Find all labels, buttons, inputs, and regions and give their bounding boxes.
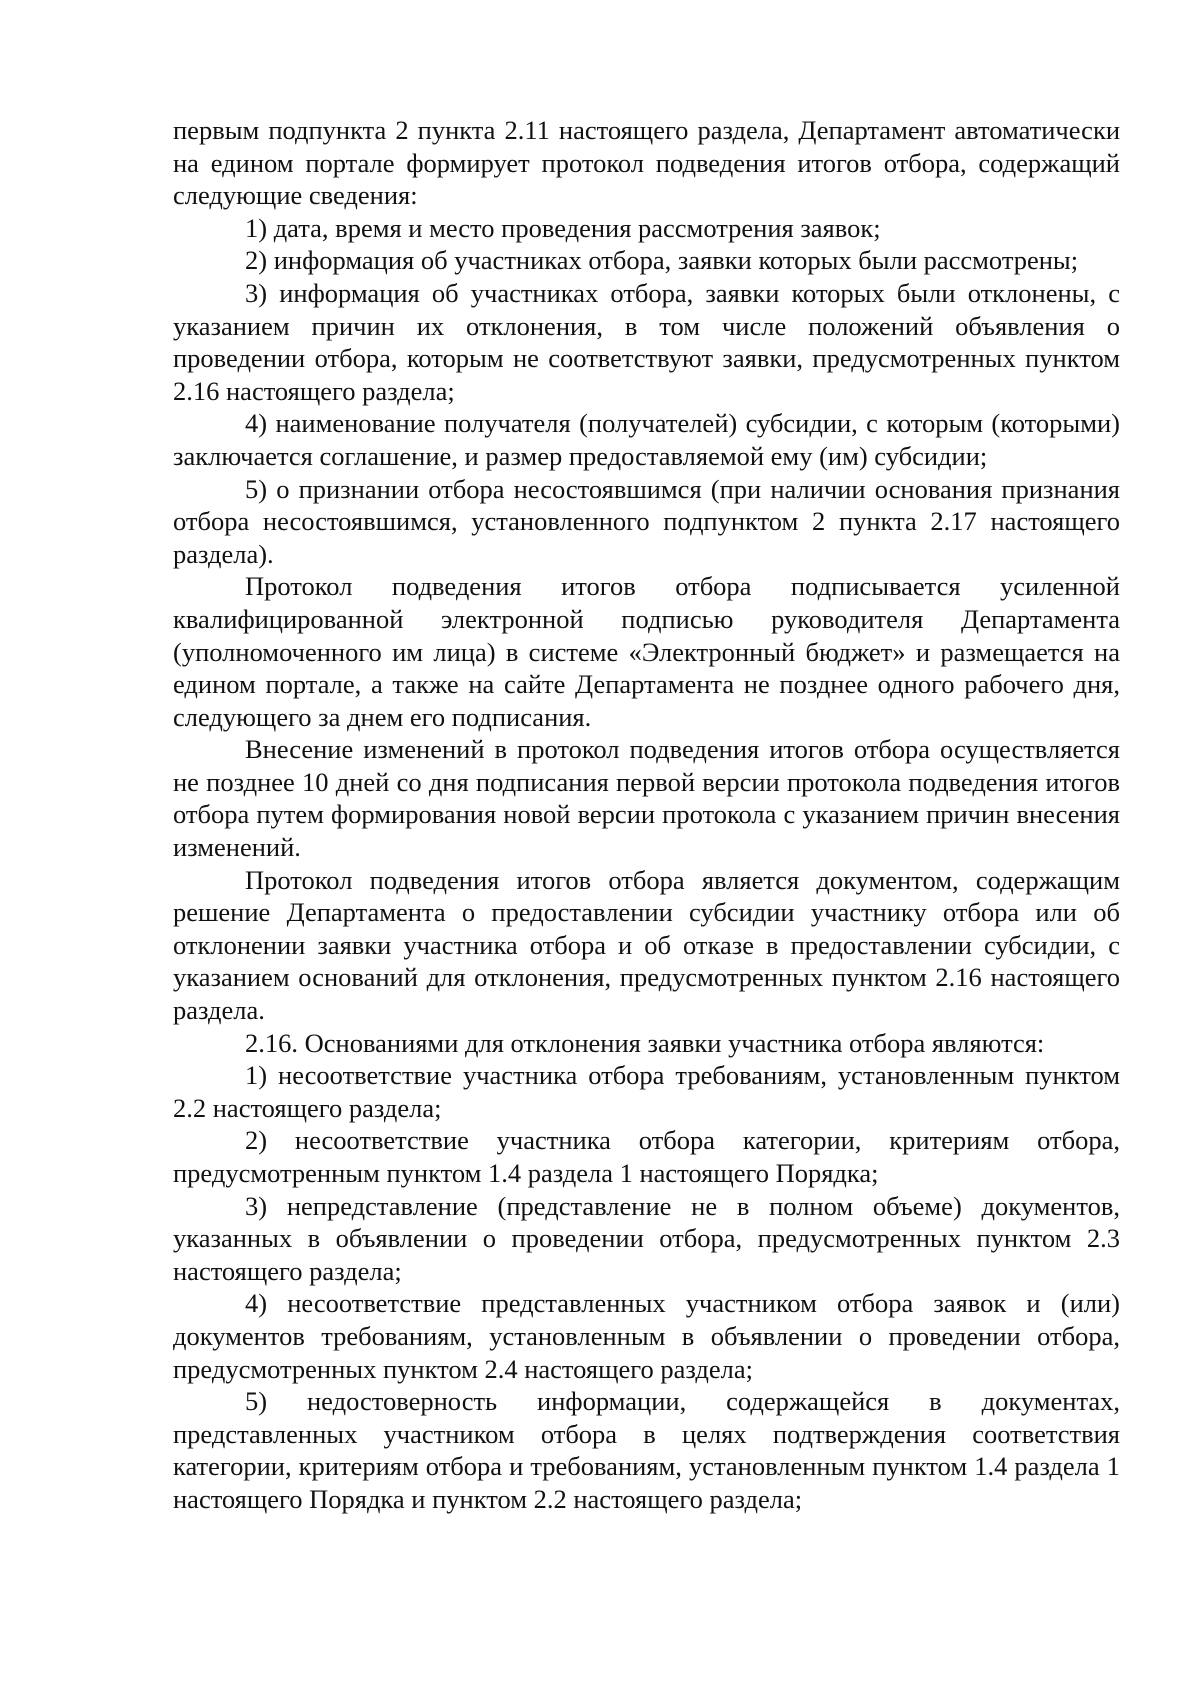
paragraph-13: 3) непредставление (представление не в полном объеме) документов, указанных в объявлении о проведении отбора, предусмотренных пунктом 2.3 настоящего раздела; xyxy=(173,1190,1120,1286)
paragraph-8: Внесение изменений в протокол подведения итогов отбора осуществляется не позднее 10 дней со дня подписания первой версии протокола подведения итогов отбора путем формирования новой версии протокола с указанием причин внесения изменений. xyxy=(173,734,1120,863)
document-body xyxy=(173,114,1120,1516)
paragraph-9: Протокол подведения итогов отбора является документом, содержащим решение Департамента о предоставлении субсидии участнику отбора или об отклонении заявки участника отбора и об отказе в предоставлении субсидии, с указанием оснований для отклонения, предусмотренных пунктом 2.16 настоящего раздела. xyxy=(173,864,1120,1026)
paragraph-7: Протокол подведения итогов отбора подписывается усиленной квалифицированной электронной подписью руководителя Департамента (уполномоченного им лица) в системе «Электронный бюджет» и размещается на едином портале, а также на сайте Департамента не позднее одного рабочего дня, следующего за днем его подписания. xyxy=(173,571,1120,732)
paragraph-5: 4) наименование получателя (получателей) субсидии, с которым (которыми) заключается соглашение, и размер предоставляемой ему (им) субсидии; xyxy=(173,408,1120,471)
paragraph-15: 5) недостоверность информации, содержащейся в документах, представленных участником отбора в целях подтверждения соответствия категории, критериям отбора и требованиям, установленным пунктом 1.4 раздела 1 настоящего Порядка и пунктом 2.2 настоящего раздела; xyxy=(173,1386,1120,1514)
paragraph-14: 4) несоответствие представленных участником отбора заявок и (или) документов требованиям, установленным в объявлении о проведении отбора, предусмотренных пунктом 2.4 настоящего раздела; xyxy=(173,1288,1120,1384)
paragraph-2: 1) дата, время и место проведения рассмотрения заявок; xyxy=(245,212,881,243)
paragraph-11: 1) несоответствие участника отбора требованиям, установленным пунктом 2.2 настоящего раздела; xyxy=(173,1060,1120,1123)
paragraph-3: 2) информация об участниках отбора, заявки которых были рассмотрены; xyxy=(245,245,1079,276)
paragraph-6: 5) о признании отбора несостоявшимся (при наличии основания признания отбора несостоявшимся, установленного подпунктом 2 пункта 2.17 настоящего раздела). xyxy=(173,473,1120,569)
paragraph-12: 2) несоответствие участника отбора категории, критериям отбора, предусмотренным пунктом 1.4 раздела 1 настоящего Порядка; xyxy=(173,1125,1120,1188)
paragraph-1: первым подпункта 2 пункта 2.11 настоящего раздела, Департамент автоматически на едином портале формирует протокол подведения итогов отбора, содержащий следующие сведения: xyxy=(173,115,1120,211)
paragraph-4: 3) информация об участниках отбора, заявки которых были отклонены, с указанием причин их отклонения, в том числе положений объявления о проведении отбора, которым не соответствуют заявки, предусмотренных пунктом 2.16 настоящего раздела; xyxy=(173,277,1120,406)
paragraph-10: 2.16. Основаниями для отклонения заявки участника отбора являются: xyxy=(245,1027,1045,1058)
